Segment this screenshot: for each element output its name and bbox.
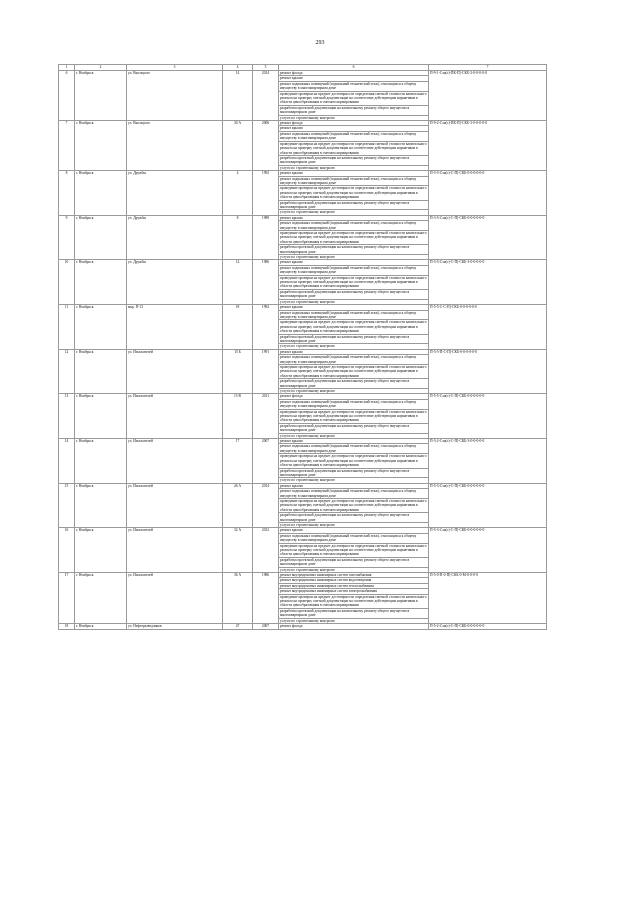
record-street: ул. Изыскателей [127,394,223,439]
record-year: 2012 [253,528,279,573]
record-code: П-5-5-С-С-П]-СКБ-0-0-0-0-0-0 [429,305,547,350]
record-work: услуги по строительному контролю [279,210,429,215]
record-work: ремонт крыши [279,260,429,265]
record-house: 32 А [223,528,253,573]
record-work: разработка проектной документации на капитальному ремонту общего имущества в многоквартирном доме [279,423,429,433]
record-number: 15 [59,483,75,528]
column-header: 5 [253,65,279,71]
record-work: разработка проектной документации на капитальному ремонту общего имущества в многоквартирном доме [279,155,429,165]
record-code: П-5-2-Сэн(с)-С-П]-СКБ-0-0-0-0-0-0 [429,624,547,629]
record-number: 9 [59,215,75,260]
record-street: ул. Изыскателей [127,439,223,484]
record-street: ул. Изыскателей [127,573,223,624]
record-house: 36 А [223,573,253,624]
record-city: г. Ноябрьск [75,71,127,121]
record-work: проведение проверки на предмет достоверности определения сметной стоимости капитального ремонта на проверку сметной документации на соответствие действующим нормативам в области ценообразования в сметном нормировании [280,320,427,334]
record-work: услуги по строительному контролю [279,567,429,572]
record-work: ремонт фасада [279,71,429,76]
record-work: проведение проверки на предмет достоверности определения сметной стоимости капитального ремонта на проверку сметной документации на соответствие действующим нормативам в области ценообразования в сметном нормировании [280,409,427,423]
record-year: 2011 [253,394,279,439]
record-row [59,528,547,533]
record-city: г. Ноябрьск [75,305,127,350]
record-year: 1991 [253,349,279,394]
record-house: 4 [223,171,253,216]
page-number: 293 [315,40,325,46]
record-city: г. Ноябрьск [75,624,127,629]
record-number: 13 [59,394,75,439]
record-work: ремонт фасада [279,624,429,629]
record-work: ремонт подвальных помещений (подвальный технический этаж), относящихся к общему имуществу в многоквартирном доме [279,399,429,409]
record-work: ремонт подвальных помещений (подвальный технический этаж), относящихся к общему имуществу в многоквартирном доме [279,176,429,186]
record-city: г. Ноябрьск [75,528,127,573]
record-year: 2007 [253,439,279,484]
record-street: ул. Высоцкого [127,71,223,121]
record-row [59,305,547,310]
record-house: 12 [223,260,253,305]
record-work: проведение проверки на предмет достоверности определения сметной стоимости капитального ремонта на проверку сметной документации на соответствие действующим нормативам в области ценообразования в сметном нормировании [280,364,427,378]
record-year: 2014 [253,71,279,121]
record-row [59,573,547,578]
record-work: проведение проверки на предмет достоверности определения сметной стоимости капитального ремонта на проверку сметной документации на соответствие действующим нормативам в области ценообразования в сметном нормировании [280,543,427,557]
record-street: ул. Дружбы [127,260,223,305]
record-row [59,349,547,354]
column-header: 2 [75,65,127,71]
record-row [59,624,547,629]
record-work: услуги по строительному контролю [279,618,429,623]
record-work: услуги по строительному контролю [279,344,429,349]
record-work: разработка проектной документации на капитальному ремонту общего имущества в многоквартирном доме [279,245,429,255]
record-code: П-3-5-Сэн(с)-С-П]-СКБ-0-0-0-0-0-0 [429,215,547,260]
column-header: 6 [279,65,429,71]
record-code: П-9-1-Сэн(с)-ПК-П]-СКБ-3-0-0-0-0-0 [429,71,547,121]
record-house: 8 [223,215,253,260]
record-number: 14 [59,439,75,484]
record-year: 1989 [253,215,279,260]
record-work: проведение проверки на предмет достоверности определения сметной стоимости капитального ремонта на проверку сметной документации на соответствие действующим нормативам в области ценообразования в сметном нормировании [280,275,427,289]
record-work: проведение проверки на предмет достоверности определения сметной стоимости капитального ремонта на проверку сметной документации на соответствие действующим нормативам в области ценообразования в сметном нормировании [280,91,427,105]
record-work: услуги по строительному контролю [279,433,429,438]
record-code: П-3-5-Сэн(с)-С-П]-СКБ-0-0-0-0-0-0 [429,171,547,216]
record-street: ул. Изыскателей [127,483,223,528]
record-city: г. Ноябрьск [75,121,127,171]
record-work: разработка проектной документации на капитальному ремонту общего имущества в многоквартирном доме [279,105,429,115]
record-work: проведение проверки на предмет достоверности определения сметной стоимости капитального ремонта на проверку сметной документации на соответствие действующим нормативам в области ценообразования в сметном нормировании [280,594,427,608]
record-street: ул. Дружбы [127,171,223,216]
record-year: 2014 [253,483,279,528]
record-code: П-3-5-Сэн(с)-С-П]-СКБ-3-0-0-0-0-0 [429,260,547,305]
record-house: 15 Б [223,349,253,394]
record-work: ремонт подвальных помещений (подвальный технический этаж), относящихся к общему имуществу в многоквартирном доме [279,131,429,141]
record-work: разработка проектной документации на капитальному ремонту общего имущества в многоквартирном доме [279,379,429,389]
record-work: ремонт крыши [279,76,429,81]
record-code: П-5-3-Сэн(с)-С-П]-СКБ-0-0-0-0-0-0 [429,528,547,573]
record-work: услуги по строительному контролю [279,478,429,483]
capital-repair-table [58,64,547,630]
record-work: ремонт внутридомовых инженерных систем газоснабжения [279,573,429,578]
record-code: П-9-2-Сэн(с)-ПК-П]-СКБ-3-0-0-0-0-0 [429,121,547,171]
record-work: ремонт крыши [279,171,429,176]
record-work: ремонт крыши [279,305,429,310]
record-work: ремонт крыши [279,349,429,354]
record-work: разработка проектной документации на капитальному ремонту общего имущества в многоквартирном доме [279,608,429,618]
record-work: разработка проектной документации на капитальному ремонту общего имущества в многоквартирном доме [279,468,429,478]
record-house: 14 [223,71,253,121]
record-city: г. Ноябрьск [75,171,127,216]
record-work: ремонт подвальных помещений (подвальный технический этаж), относящихся к общему имуществу в многоквартирном доме [279,489,429,499]
record-street: ул. Нефтеразведчиков [127,624,223,629]
column-header: 4 [223,65,253,71]
record-row [59,171,547,176]
record-city: г. Ноябрьск [75,260,127,305]
record-work: ремонт подвальных помещений (подвальный технический этаж), относящихся к общему имуществу в многоквартирном доме [279,533,429,543]
record-work: проведение проверки на предмет достоверности определения сметной стоимости капитального ремонта на проверку сметной документации на соответствие действующим нормативам в области ценообразования в сметном нормировании [280,186,427,200]
record-work: проведение проверки на предмет достоверности определения сметной стоимости капитального ремонта на проверку сметной документации на соответствие действующим нормативам в области ценообразования в сметном нормировании [280,454,427,468]
record-number: 17 [59,573,75,624]
record-work: разработка проектной документации на капитальному ремонту общего имущества в многоквартирном доме [279,200,429,210]
record-work: услуги по строительному контролю [279,299,429,304]
record-work: ремонт подвальных помещений (подвальный технический этаж), относящихся к общему имуществу в многоквартирном доме [279,444,429,454]
record-year: 2007 [253,624,279,629]
record-work: услуги по строительному контролю [279,115,429,120]
record-row [59,439,547,444]
record-work: ремонт подвальных помещений (подвальный технический этаж), относящихся к общему имуществу в многоквартирном доме [279,81,429,91]
record-number: 8 [59,171,75,216]
record-work: ремонт фасада [279,121,429,126]
record-code: П-5-5-Сэн(с)-С-П]-СКБ-0-0-0-0-0-0 [429,394,547,439]
record-city: г. Ноябрьск [75,439,127,484]
record-row [59,215,547,220]
record-house: 17 [223,439,253,484]
record-city: г. Ноябрьск [75,573,127,624]
record-number: 11 [59,305,75,350]
column-header: 3 [127,65,223,71]
record-work: разработка проектной документации на капитальному ремонту общего имущества в многоквартирном доме [279,334,429,344]
record-work: проведение проверки на предмет достоверности определения сметной стоимости капитального ремонта на проверку сметной документации на соответствие действующим нормативам в области ценообразования в сметном нормировании [280,498,427,512]
record-work: ремонт крыши [279,126,429,131]
record-work: услуги по строительному контролю [279,165,429,170]
record-number: 7 [59,121,75,171]
record-city: г. Ноябрьск [75,394,127,439]
record-work: ремонт внутридомовых инженерных систем электроснабжения [279,589,429,594]
record-house: 15 В [223,394,253,439]
record-work: ремонт крыши [279,528,429,533]
record-number: 12 [59,349,75,394]
record-work: ремонт подвальных помещений (подвальный технический этаж), относящихся к общему имуществу в многоквартирном доме [279,355,429,365]
record-row [59,260,547,265]
record-work: ремонт крыши [279,439,429,444]
record-year: 1986 [253,260,279,305]
column-header: 7 [429,65,547,71]
record-work: ремонт подвальных помещений (подвальный технический этаж), относящихся к общему имуществу в многоквартирном доме [279,221,429,231]
record-street: ул. Высоцкого [127,121,223,171]
record-number: 18 [59,624,75,629]
record-street: ул. Изыскателей [127,528,223,573]
record-code: П-5-3-Сэн(с)-С-П]-СКБ-0-0-0-0-0-0 [429,483,547,528]
record-house: 30 А [223,121,253,171]
record-code: П-5-0-П-0-П]-СКБ-0-М-0-0-0-0 [429,573,547,624]
record-work: ремонт подвальных помещений (подвальный технический этаж), относящихся к общему имуществу в многоквартирном доме [279,310,429,320]
record-work: ремонт внутридомовых инженерных систем теплоснабжения [279,583,429,588]
record-work: услуги по строительному контролю [279,389,429,394]
record-city: г. Ноябрьск [75,483,127,528]
record-work: услуги по строительному контролю [279,522,429,527]
record-work: ремонт внутридомовых инженерных систем водоотведения [279,578,429,583]
record-year: 1992 [253,171,279,216]
record-number: 6 [59,71,75,121]
record-code: П-3-5-П-С-П]-СКБ-0-0-0-0-0-0 [429,349,547,394]
record-work: ремонт крыши [279,215,429,220]
record-work: ремонт подвальных помещений (подвальный технический этаж), относящихся к общему имуществу в многоквартирном доме [279,265,429,275]
record-work: разработка проектной документации на капитальному ремонту общего имущества в многоквартирном доме [279,289,429,299]
record-year: 1992 [253,305,279,350]
record-street: мкр. П-13 [127,305,223,350]
record-row [59,483,547,488]
record-work: разработка проектной документации на капитальному ремонту общего имущества в многоквартирном доме [279,513,429,523]
record-house: 26 А [223,483,253,528]
record-code: П-3-2-Сэн(с)-С-П]-СКБ-3-0-0-0-0-0 [429,439,547,484]
record-work: ремонт фасада [279,394,429,399]
record-city: г. Ноябрьск [75,349,127,394]
record-work: проведение проверки на предмет достоверности определения сметной стоимости капитального ремонта на проверку сметной документации на соответствие действующим нормативам в области ценообразования в сметном нормировании [280,231,427,244]
record-work: ремонт крыши [279,483,429,488]
record-work: услуги по строительному контролю [279,255,429,260]
record-house: 18 [223,305,253,350]
record-street: ул. Дружбы [127,215,223,260]
record-number: 16 [59,528,75,573]
record-city: г. Ноябрьск [75,215,127,260]
record-year: 2006 [253,121,279,171]
record-work: проведение проверки на предмет достоверности определения сметной стоимости капитального ремонта на проверку сметной документации на соответствие действующим нормативам в области ценообразования в сметном нормировании [280,141,427,155]
record-house: 47 [223,624,253,629]
record-work: разработка проектной документации на капитальному ремонту общего имущества в многоквартирном доме [279,557,429,567]
record-number: 10 [59,260,75,305]
record-street: ул. Изыскателей [127,349,223,394]
record-year: 1986 [253,573,279,624]
column-header: 1 [59,65,75,71]
